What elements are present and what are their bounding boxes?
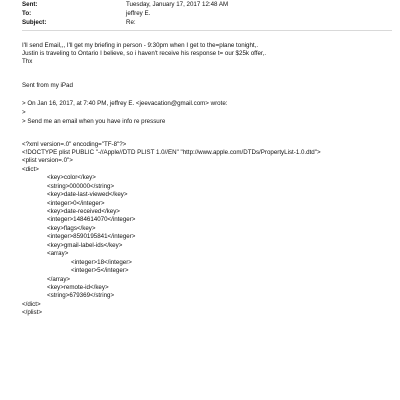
xml-line: <!DOCTYPE plist PUBLIC "-//Apple//DTD PLIST 1.0//EN" "http://www.apple.com/DTDs/PropertyList-1.0.dtd">: [22, 149, 321, 156]
xml-line: <key>date-received</key>: [47, 208, 120, 215]
body-line: Justin is traveling to Ontario I believe, so i haven't receive his response t= our $25k offer,.: [22, 50, 267, 57]
to-label: To:: [22, 10, 32, 17]
signature-line: Sent from my iPad: [22, 82, 73, 89]
xml-line: <key>color</key>: [47, 174, 96, 181]
xml-line: <key>flags</key>: [47, 225, 96, 232]
xml-line: <string>000000</string>: [47, 183, 115, 190]
body-line: Thx: [22, 58, 33, 65]
xml-line: <integer>8590195841</integer>: [47, 233, 136, 240]
xml-line: </dict>: [22, 301, 41, 308]
xml-line: <dict>: [22, 166, 39, 173]
xml-line: <integer>1484614070</integer>: [47, 216, 136, 223]
xml-line: <integer>0</integer>: [47, 200, 105, 207]
xml-line: </plist>: [22, 309, 42, 316]
subject-label: Subject:: [22, 19, 47, 26]
quoted-line: > On Jan 16, 2017, at 7:40 PM, jeffrey E. <jeevacation@gmail.com> wrote:: [22, 100, 228, 107]
sent-value: Tuesday, January 17, 2017 12:48 AM: [126, 1, 229, 8]
quoted-line: > Send me an email when you have info re pressure: [22, 118, 166, 125]
xml-line: <key>date-last-viewed</key>: [47, 191, 128, 198]
xml-line: <array>: [47, 250, 69, 257]
xml-line: <key>remote-id</key>: [47, 284, 109, 291]
xml-line: <key>gmail-label-ids</key>: [47, 242, 123, 249]
subject-value: Re:: [126, 19, 136, 26]
header-divider: [22, 30, 392, 31]
xml-line: <integer>18</integer>: [71, 259, 132, 266]
xml-line: <plist version=.0">: [22, 157, 73, 164]
xml-line: </array>: [47, 276, 71, 283]
xml-line: <string>679369</string>: [47, 292, 115, 299]
quoted-line: >: [22, 109, 26, 116]
body-line: I'll send Email,,, I'll get my briefing in person - 9:30pm when I get to the=plane tonight,.: [22, 42, 259, 49]
xml-line: <integer>5</integer>: [71, 267, 129, 274]
sent-label: Sent:: [22, 1, 38, 8]
xml-line: <?xml version=.0" encoding="TF-8"?>: [22, 141, 127, 148]
to-value: jeffrey E.: [126, 10, 151, 17]
